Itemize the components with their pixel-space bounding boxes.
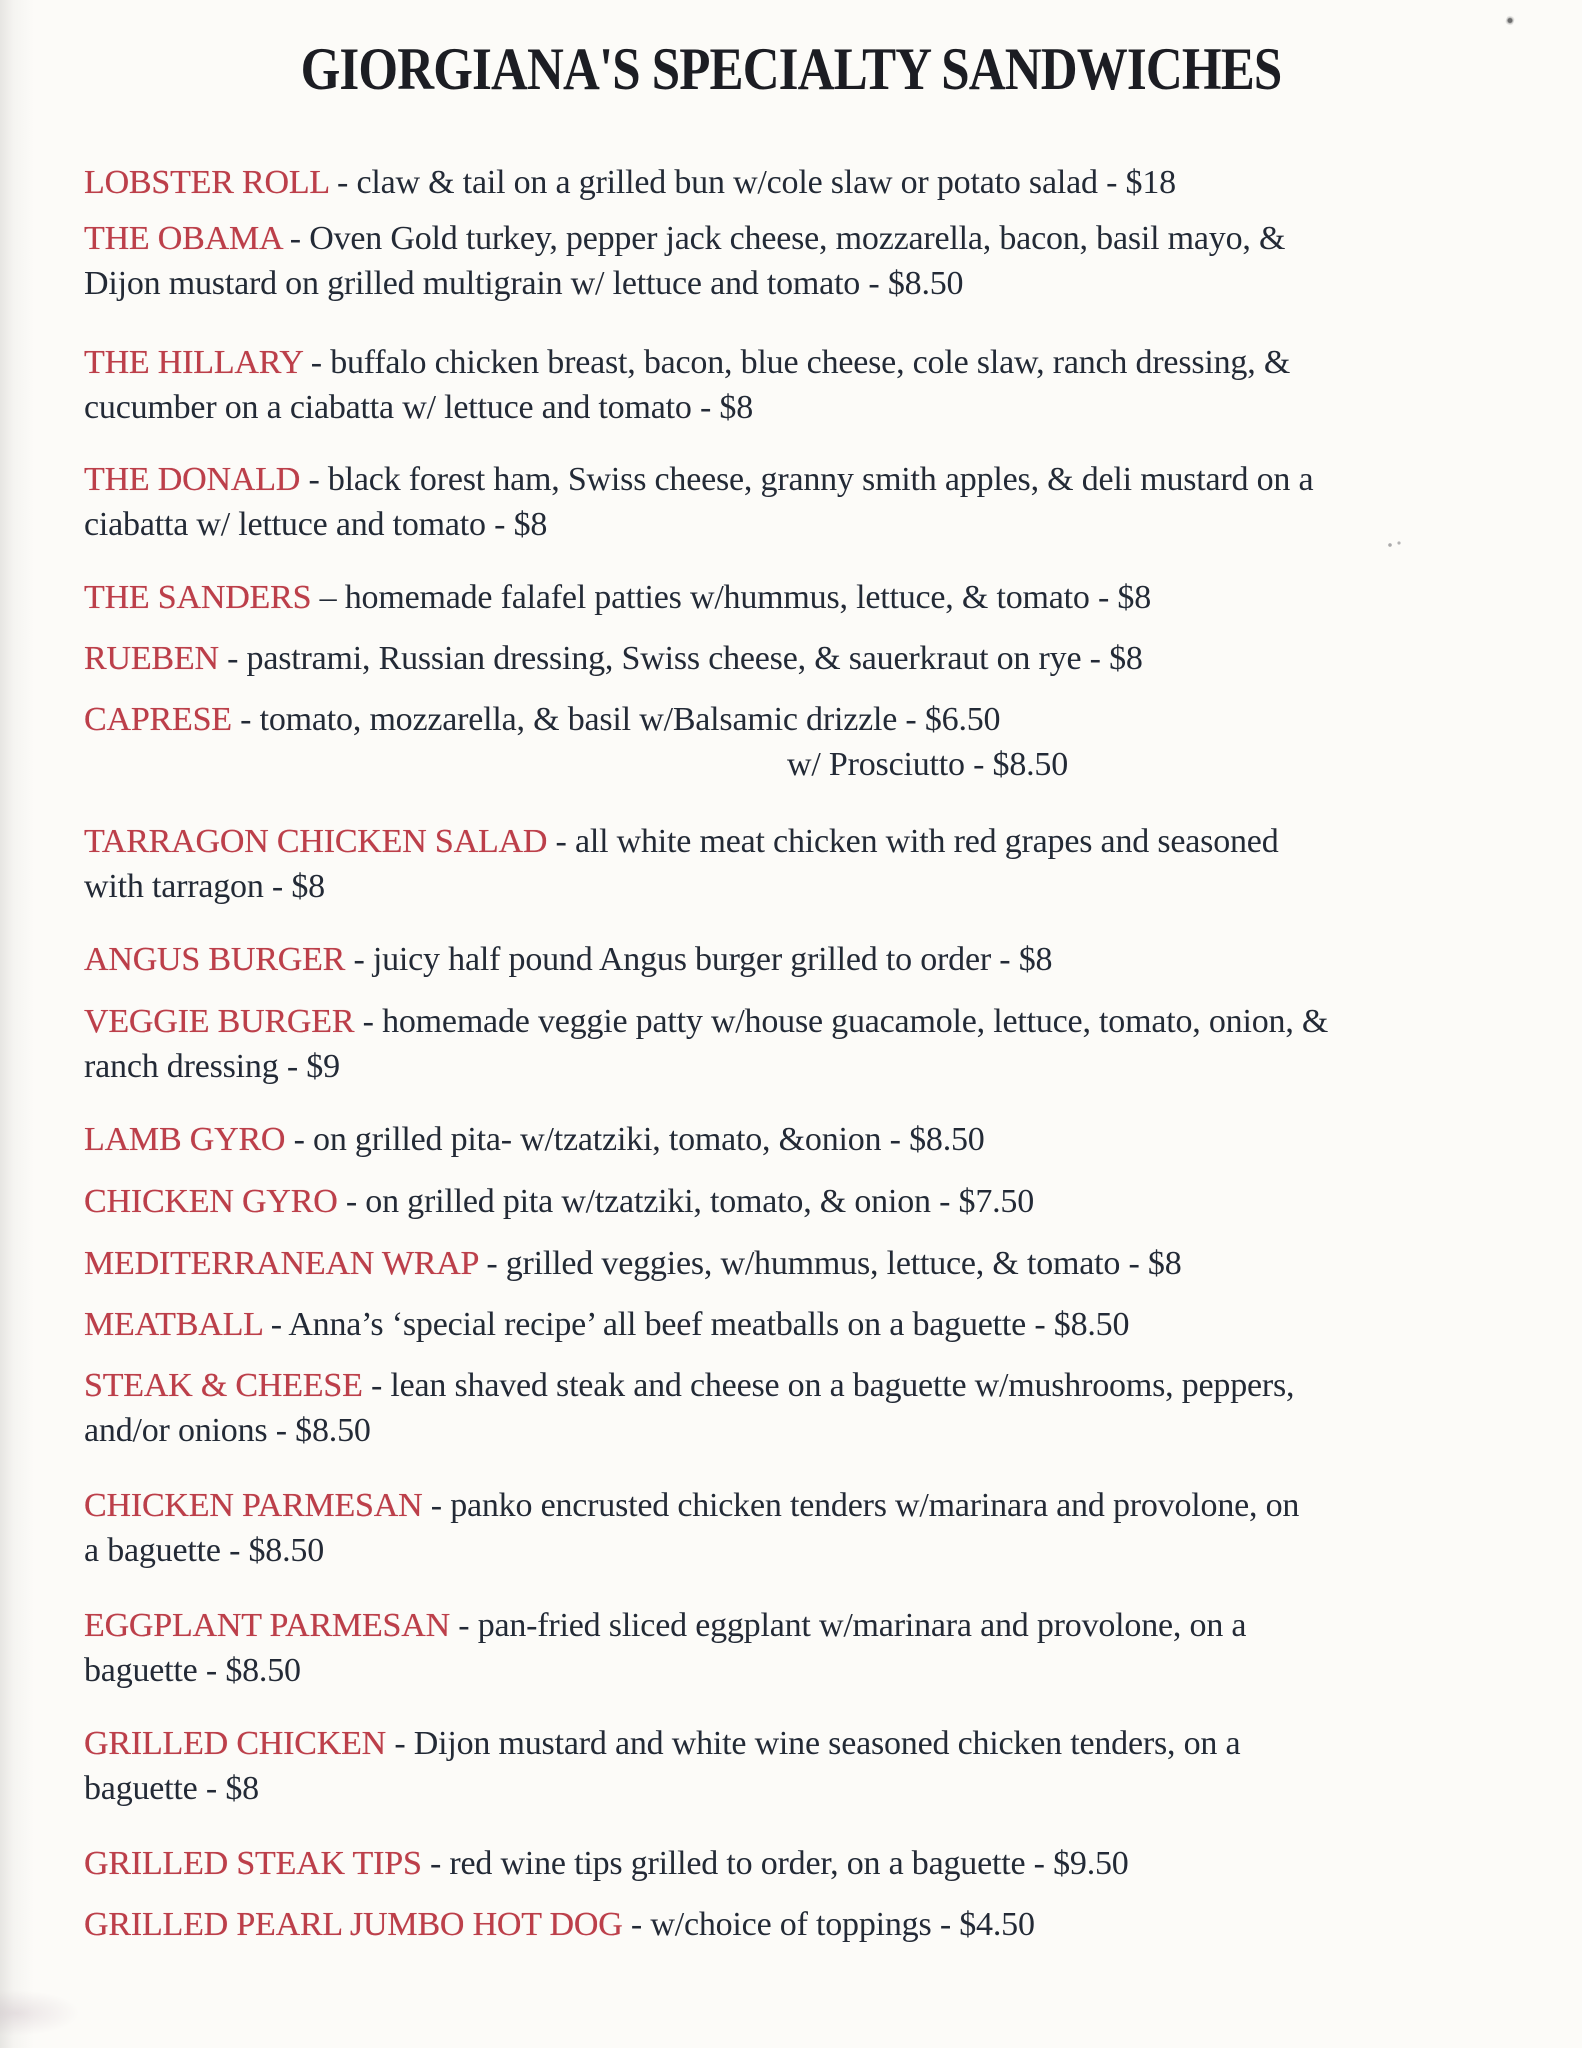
menu-item — [84, 457, 1524, 547]
item-name: ANGUS BURGER — [84, 941, 346, 978]
item-description: Oven Gold turkey, pepper jack cheese, mozzarella, bacon, basil mayo, & Dijon mustard on grilled multigrain w/ lettuce and tomato — [84, 220, 1286, 302]
item-name: CHICKEN GYRO — [84, 1183, 338, 1220]
item-description: homemade veggie patty w/house guacamole, lettuce, tomato, onion, & ranch dressing — [84, 1003, 1329, 1085]
menu-item — [84, 1241, 1524, 1286]
item-description: Anna’s ‘special recipe’ all beef meatballs on a baguette — [288, 1306, 1027, 1343]
item-price: $7.50 — [958, 1183, 1035, 1220]
item-line — [84, 1902, 1524, 1947]
name-dash: - — [622, 1906, 651, 1943]
scan-smudge — [0, 1990, 80, 2036]
name-dash: – — [311, 579, 345, 616]
menu-item — [84, 216, 1524, 306]
price-dash: - — [1025, 1845, 1054, 1882]
item-price: $8 — [1117, 579, 1152, 616]
menu-item — [84, 340, 1524, 430]
name-dash: - — [547, 823, 575, 860]
menu-item — [84, 999, 1524, 1089]
price-dash: - — [860, 265, 888, 302]
item-name: GRILLED CHICKEN — [84, 1725, 387, 1762]
name-dash: - — [478, 1245, 506, 1282]
menu-item — [84, 937, 1524, 982]
scan-speck — [1386, 540, 1404, 548]
item-name: MEATBALL — [84, 1306, 263, 1343]
item-price: $8 — [719, 389, 754, 426]
item-price: $8 — [1018, 941, 1053, 978]
price-dash: - — [897, 701, 925, 738]
name-dash: - — [337, 1183, 366, 1220]
item-description: panko encrusted chicken tenders w/marinara and provolone, on a baguette — [84, 1487, 1300, 1569]
item-name: STEAK & CHEESE — [84, 1367, 363, 1404]
item-description: red wine tips grilled to order, on a baguette — [449, 1845, 1026, 1882]
name-dash: - — [285, 1121, 314, 1158]
menu-item — [84, 1363, 1524, 1453]
item-name: THE OBAMA — [84, 220, 282, 257]
menu-item — [84, 819, 1524, 909]
menu-item — [84, 160, 1524, 205]
price-dash: - — [267, 1412, 296, 1449]
item-name: MEDITERRANEAN WRAP — [84, 1245, 479, 1282]
item-name: CAPRESE — [84, 701, 232, 738]
name-dash: - — [328, 164, 357, 201]
item-name: CHICKEN PARMESAN — [84, 1487, 423, 1524]
item-description: pan-fried sliced eggplant w/marinara and provolone, on a baguette — [84, 1607, 1247, 1689]
name-dash: - — [281, 220, 310, 257]
item-line — [84, 1363, 1524, 1453]
item-description: all white meat chicken with red grapes and seasoned with tarragon — [84, 823, 1279, 905]
item-price: $8 — [1109, 640, 1143, 677]
price-dash: - — [881, 1121, 910, 1158]
price-dash: - — [485, 506, 514, 543]
item-line — [84, 340, 1524, 430]
item-secondary-price-line: w/ Prosciutto - $8.50 — [787, 746, 1069, 783]
name-dash: - — [345, 941, 373, 978]
item-price: $8.50 — [295, 1412, 371, 1449]
menu-item — [84, 1179, 1524, 1224]
item-name: VEGGIE BURGER — [84, 1003, 355, 1040]
name-dash: - — [421, 1845, 450, 1882]
name-dash: - — [449, 1607, 478, 1644]
item-name: LAMB GYRO — [84, 1121, 286, 1158]
item-name: THE HILLARY — [84, 344, 303, 381]
item-name: THE DONALD — [84, 461, 301, 498]
item-line — [84, 819, 1524, 909]
menu-item — [84, 1302, 1524, 1347]
item-name: GRILLED PEARL JUMBO HOT DOG — [84, 1906, 623, 1943]
menu-title: GIORGIANA'S SPECIALTY SANDWICHES — [300, 36, 1282, 102]
item-price: $9 — [306, 1048, 340, 1085]
menu-item — [84, 636, 1524, 681]
item-price: $8 — [1147, 1245, 1182, 1282]
item-price: $6.50 — [924, 701, 1001, 738]
name-dash: - — [262, 1306, 289, 1343]
item-description: black forest ham, Swiss cheese, granny smith apples, & deli mustard on a ciabatta w/ lettuce and tomato — [84, 461, 1314, 543]
item-description: pastrami, Russian dressing, Swiss cheese, & sauerkraut on rye — [246, 640, 1082, 677]
item-name: THE SANDERS — [84, 579, 312, 616]
name-dash: - — [302, 344, 331, 381]
menu-items — [84, 160, 1524, 1947]
price-dash: - — [220, 1532, 249, 1569]
item-name: RUEBEN — [84, 640, 219, 677]
item-price: $8.50 — [1053, 1306, 1130, 1343]
item-price: $8.50 — [909, 1121, 985, 1158]
item-description: juicy half pound Angus burger grilled to order — [372, 941, 991, 978]
price-dash: - — [197, 1770, 226, 1807]
item-price: $8.50 — [887, 265, 964, 302]
item-line — [84, 937, 1524, 982]
item-description: homemade falafel patties w/hummus, lettuce, & tomato — [344, 579, 1090, 616]
menu-item — [84, 575, 1524, 620]
name-dash: - — [362, 1367, 391, 1404]
item-price: $18 — [1125, 164, 1176, 201]
item-line — [84, 1483, 1524, 1573]
name-dash: - — [231, 701, 260, 738]
name-dash: - — [218, 640, 247, 677]
item-price: $8 — [291, 868, 325, 905]
item-price: $8.50 — [248, 1532, 325, 1569]
item-line — [84, 1721, 1524, 1811]
price-dash: - — [990, 941, 1019, 978]
item-name: TARRAGON CHICKEN SALAD — [84, 823, 548, 860]
menu-item — [84, 1721, 1524, 1811]
menu-item — [84, 697, 1524, 787]
item-line — [84, 1302, 1524, 1347]
item-description: Dijon mustard and white wine seasoned chicken tenders, on a baguette — [84, 1725, 1241, 1807]
item-line — [84, 636, 1524, 681]
item-line — [84, 216, 1524, 306]
price-dash: - — [691, 389, 720, 426]
price-dash: - — [930, 1183, 959, 1220]
price-dash: - — [931, 1906, 960, 1943]
item-line — [84, 457, 1524, 547]
item-description: on grilled pita w/tzatziki, tomato, & onion — [365, 1183, 931, 1220]
item-price: $8.50 — [225, 1652, 301, 1689]
item-name: GRILLED STEAK TIPS — [84, 1845, 422, 1882]
item-line — [84, 697, 1524, 742]
name-dash: - — [300, 461, 328, 498]
name-dash: - — [386, 1725, 414, 1762]
price-dash: - — [1097, 164, 1126, 201]
price-dash: - — [278, 1048, 307, 1085]
item-line — [84, 999, 1524, 1089]
item-price: $8 — [513, 506, 548, 543]
price-dash: - — [1120, 1245, 1148, 1282]
item-description: lean shaved steak and cheese on a baguette w/mushrooms, peppers, and/or onions — [84, 1367, 1295, 1449]
item-description: grilled veggies, w/hummus, lettuce, & tomato — [505, 1245, 1121, 1282]
price-dash: - — [263, 868, 292, 905]
item-name: LOBSTER ROLL — [84, 164, 329, 201]
item-line — [84, 575, 1524, 620]
scan-speck — [1505, 15, 1516, 26]
item-price: $9.50 — [1053, 1845, 1129, 1882]
name-dash: - — [422, 1487, 451, 1524]
price-dash: - — [1026, 1306, 1054, 1343]
name-dash: - — [354, 1003, 383, 1040]
item-description: on grilled pita- w/tzatziki, tomato, &onion — [313, 1121, 882, 1158]
item-price: $8 — [225, 1770, 259, 1807]
menu-item — [84, 1902, 1524, 1947]
item-line — [84, 1117, 1524, 1162]
item-description: w/choice of toppings — [650, 1906, 932, 1943]
price-dash: - — [1089, 579, 1118, 616]
menu-item — [84, 1117, 1524, 1162]
scan-edge-shading — [0, 0, 34, 2048]
item-price: $4.50 — [959, 1906, 1035, 1943]
item-name: EGGPLANT PARMESAN — [84, 1607, 450, 1644]
menu-item — [84, 1841, 1524, 1886]
item-line — [84, 1179, 1524, 1224]
item-line — [84, 1841, 1524, 1886]
item-description: buffalo chicken breast, bacon, blue cheese, cole slaw, ranch dressing, & cucumber on a ciabatta w/ lettuce and tomato — [84, 344, 1291, 426]
item-description: claw & tail on a grilled bun w/cole slaw or potato salad — [356, 164, 1098, 201]
item-description: tomato, mozzarella, & basil w/Balsamic drizzle — [259, 701, 898, 738]
item-line — [84, 1603, 1524, 1693]
menu-item — [84, 1603, 1524, 1693]
price-dash: - — [197, 1652, 226, 1689]
item-line — [84, 160, 1524, 205]
menu-item — [84, 1483, 1524, 1573]
item-line — [84, 1241, 1524, 1286]
price-dash: - — [1081, 640, 1110, 677]
